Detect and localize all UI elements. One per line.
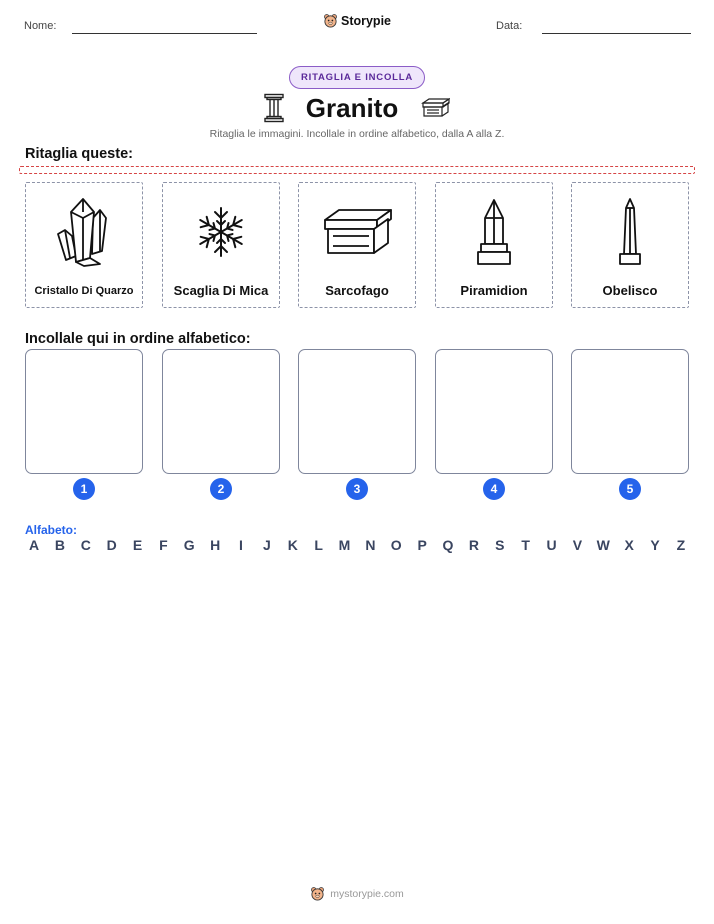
quartz-crystal-icon [54, 196, 114, 268]
alphabet-letter: E [132, 537, 143, 553]
alphabet-letter: U [546, 537, 557, 553]
card-label-sarcophagus: Sarcofago [325, 283, 389, 298]
storypie-mascot-icon [310, 886, 325, 901]
cut-heading: Ritaglia queste: [25, 146, 133, 162]
cutout-card-pyramidion[interactable] [435, 182, 553, 308]
obelisk-icon [613, 196, 647, 268]
alphabet-letter: L [314, 537, 323, 553]
column-icon [264, 93, 284, 123]
date-line [542, 33, 691, 34]
brand-logo [0, 13, 714, 33]
alphabet-letter: V [572, 537, 583, 553]
storypie-mascot-icon [323, 13, 338, 28]
alphabet-letter: G [183, 537, 195, 553]
alphabet-letter: T [521, 537, 530, 553]
paste-box-2[interactable] [162, 349, 280, 474]
snowflake-icon [193, 204, 249, 260]
card-label-mica: Scaglia Di Mica [173, 283, 269, 298]
alphabet-letter: O [390, 537, 402, 553]
paste-box-3[interactable] [298, 349, 416, 474]
alphabet-letter: H [210, 537, 221, 553]
alphabet-letter: W [596, 537, 610, 553]
date-label: Data: [496, 20, 523, 32]
alphabet-letter: X [624, 537, 634, 553]
sarcophagus-icon [321, 206, 393, 258]
card-label-quartz: Cristallo Di Quarzo [34, 285, 134, 297]
number-badge-2: 2 [210, 478, 232, 500]
alphabet-letter: D [106, 537, 117, 553]
paste-box-5[interactable] [571, 349, 689, 474]
cutout-card-quartz[interactable] [25, 182, 143, 308]
paste-box-1[interactable] [25, 349, 143, 474]
card-label-obelisk: Obelisco [602, 283, 658, 298]
number-badge-5: 5 [619, 478, 641, 500]
alphabet-letter: R [468, 537, 479, 553]
paste-heading: Incollale qui in ordine alfabetico: [25, 331, 251, 347]
alphabet-row [25, 537, 690, 555]
alphabet-letter: F [159, 537, 168, 553]
alphabet-letter: Z [676, 537, 686, 553]
alphabet-letter: S [495, 537, 505, 553]
alphabet-letter: J [262, 537, 271, 553]
activity-badge: RITAGLIA E INCOLLA [289, 66, 425, 89]
sarcophagus-icon [420, 97, 450, 119]
alphabet-letter: A [28, 537, 40, 553]
name-label: Nome: [24, 20, 57, 32]
footer [0, 886, 714, 906]
cutout-card-mica[interactable] [162, 182, 280, 308]
instructions: Ritaglia le immagini. Incollale in ordine alfabetico, dalla A alla Z. [209, 128, 505, 140]
card-label-pyramidion: Piramidion [460, 283, 528, 298]
pyramidion-icon [474, 196, 514, 268]
alphabet-letter: C [80, 537, 91, 553]
name-line [72, 33, 257, 34]
alphabet-letter: I [239, 537, 243, 553]
alphabet-letter: K [287, 537, 298, 553]
footer-url[interactable]: mystorypie.com [330, 887, 404, 900]
alphabet-letter: N [365, 537, 376, 553]
number-badge-3: 3 [346, 478, 368, 500]
paste-box-4[interactable] [435, 349, 553, 474]
brand-name: Storypie [340, 13, 391, 28]
cutout-card-obelisk[interactable] [571, 182, 689, 308]
cutout-card-sarcophagus[interactable] [298, 182, 416, 308]
number-badge-1: 1 [73, 478, 95, 500]
alphabet-letter: P [417, 537, 427, 553]
cut-line [19, 166, 695, 174]
alphabet-heading: Alfabeto: [25, 523, 77, 537]
alphabet-letter: Q [442, 537, 454, 553]
number-badge-4: 4 [483, 478, 505, 500]
alphabet-letter: M [338, 537, 351, 553]
alphabet-letter: B [54, 537, 65, 553]
alphabet-letter: Y [650, 537, 660, 553]
page-title: Granito [305, 92, 399, 123]
title-row [0, 90, 714, 126]
